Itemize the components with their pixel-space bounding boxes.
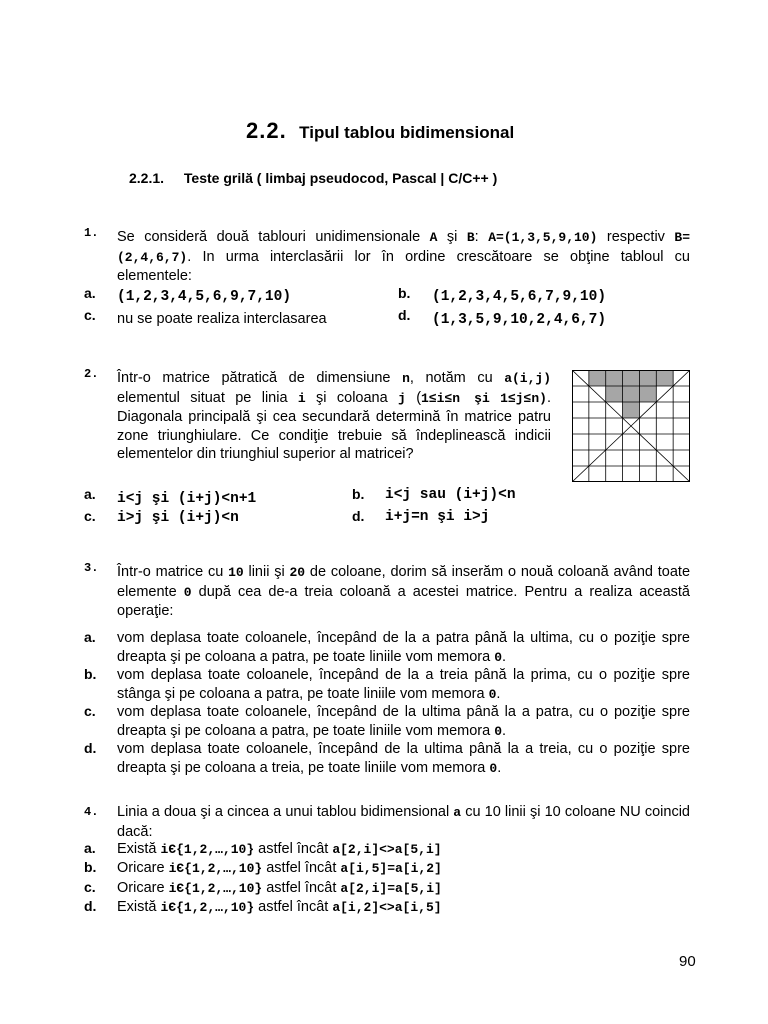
shaded-cell (623, 370, 640, 386)
q4-option-c: Oricare iЄ{1,2,…,10} astfel încât a[2,i]=a[5,i] (117, 880, 442, 896)
q1-option-a: (1,2,3,4,5,6,9,7,10) (117, 289, 292, 305)
shaded-cell (606, 370, 623, 386)
q2-option-b-label: b. (352, 486, 365, 502)
question-4-text: Linia a doua şi a cincea a unui tablou bidimensional a cu 10 linii şi 10 coloane NU coincid dacă: (117, 804, 690, 840)
q2-option-a-label: a. (84, 486, 96, 502)
matrix-zones-diagram (572, 370, 690, 482)
page-number: 90 (679, 953, 696, 970)
q3-option-c-label: c. (84, 703, 96, 719)
q3-option-b: vom deplasa toate coloanele, începând de la a treia până la prima, cu o poziţie spre stânga şi pe coloana a patra, pe toate liniile vom memora 0. (117, 667, 690, 702)
shaded-cell (589, 370, 606, 386)
question-2-text: Într-o matrice pătratică de dimensiune n, notăm cu a(i,j) elementul situat pe linia i şi coloana j (1≤i≤n şi 1≤j≤n). Diagonala principală şi cea secundară determină în matrice patru zone triunghiulare. Ce condiţie trebuie să îndeplinească indicii elementelor din triunghiul superior al matricei? (117, 370, 551, 462)
q3-option-d: vom deplasa toate coloanele, începând de la ultima până la a treia, cu o poziţie spre dreapta şi pe coloana a treia, pe toate liniile vom memora 0. (117, 741, 690, 776)
q4-option-d: Există iЄ{1,2,…,10} astfel încât a[i,2]<>a[i,5] (117, 899, 442, 915)
q3-option-c: vom deplasa toate coloanele, începând de la ultima până la a patra, cu o poziţie spre dreapta şi pe coloana a patra, pe toate liniile vom memora 0. (117, 704, 690, 739)
question-2-number: 2. (84, 367, 99, 381)
matrix-grid-cells (589, 370, 673, 418)
q1-option-d: (1,3,5,9,10,2,4,6,7) (432, 312, 607, 328)
q1-option-d-label: d. (398, 307, 411, 323)
q3-option-d-label: d. (84, 740, 97, 756)
q1-option-c-label: c. (84, 307, 96, 323)
question-1-text: Se consideră două tablouri unidimensionale A şi B: A=(1,3,5,9,10) respectiv B=(2,4,6,7). In urma interclasării lor în ordine crescătoare se obţine tabloul cu elementele: (117, 229, 690, 284)
q4-option-b: Oricare iЄ{1,2,…,10} astfel încât a[i,5]=a[i,2] (117, 860, 442, 876)
section-heading (246, 118, 514, 144)
subsection-heading (129, 170, 497, 186)
shaded-cell (639, 386, 656, 402)
q2-option-a: i<j şi (i+j)<n+1 (117, 491, 257, 507)
shaded-cell (623, 402, 640, 418)
q2-option-c-label: c. (84, 508, 96, 524)
shaded-cell (623, 386, 640, 402)
q4-option-d-label: d. (84, 898, 97, 914)
question-3-number: 3. (84, 561, 99, 575)
q4-option-a-label: a. (84, 840, 96, 856)
shaded-cell (656, 370, 673, 386)
q3-option-a: vom deplasa toate coloanele, începând de la a patra până la ultima, cu o poziţie spre dreapta şi pe coloana a patra, pe toate liniile vom memora 0. (117, 630, 690, 665)
section-title: Tipul tablou bidimensional (299, 123, 515, 142)
section-number: 2.2. (246, 118, 287, 143)
q4-option-c-label: c. (84, 879, 96, 895)
q4-option-a: Există iЄ{1,2,…,10} astfel încât a[2,i]<>a[5,i] (117, 841, 442, 857)
shaded-cell (639, 370, 656, 386)
question-1-number: 1. (84, 226, 99, 240)
question-3-text: Într-o matrice cu 10 linii şi 20 de coloane, dorim să inserăm o nouă coloană având toate elemente 0 după cea de-a treia coloană a acestei matrice. Pentru a realiza această operaţie: (117, 564, 691, 619)
q1-option-c: nu se poate realiza interclasarea (117, 311, 327, 327)
q3-option-a-label: a. (84, 629, 96, 645)
q1-option-b-label: b. (398, 285, 411, 301)
shaded-cell (606, 386, 623, 402)
q4-option-b-label: b. (84, 859, 97, 875)
subsection-title: Teste grilă ( limbaj pseudocod, Pascal | C/C++ ) (183, 170, 498, 186)
q2-option-c: i>j şi (i+j)<n (117, 510, 239, 526)
q3-option-b-label: b. (84, 666, 97, 682)
q2-option-d-label: d. (352, 508, 365, 524)
q1-option-a-label: a. (84, 285, 96, 301)
q1-option-b: (1,2,3,4,5,6,7,9,10) (432, 289, 607, 305)
q2-option-d: i+j=n şi i>j (385, 509, 490, 525)
question-4-number: 4. (84, 805, 99, 819)
q2-option-b: i<j sau (i+j)<n (385, 487, 516, 503)
subsection-number: 2.2.1. (129, 170, 165, 186)
